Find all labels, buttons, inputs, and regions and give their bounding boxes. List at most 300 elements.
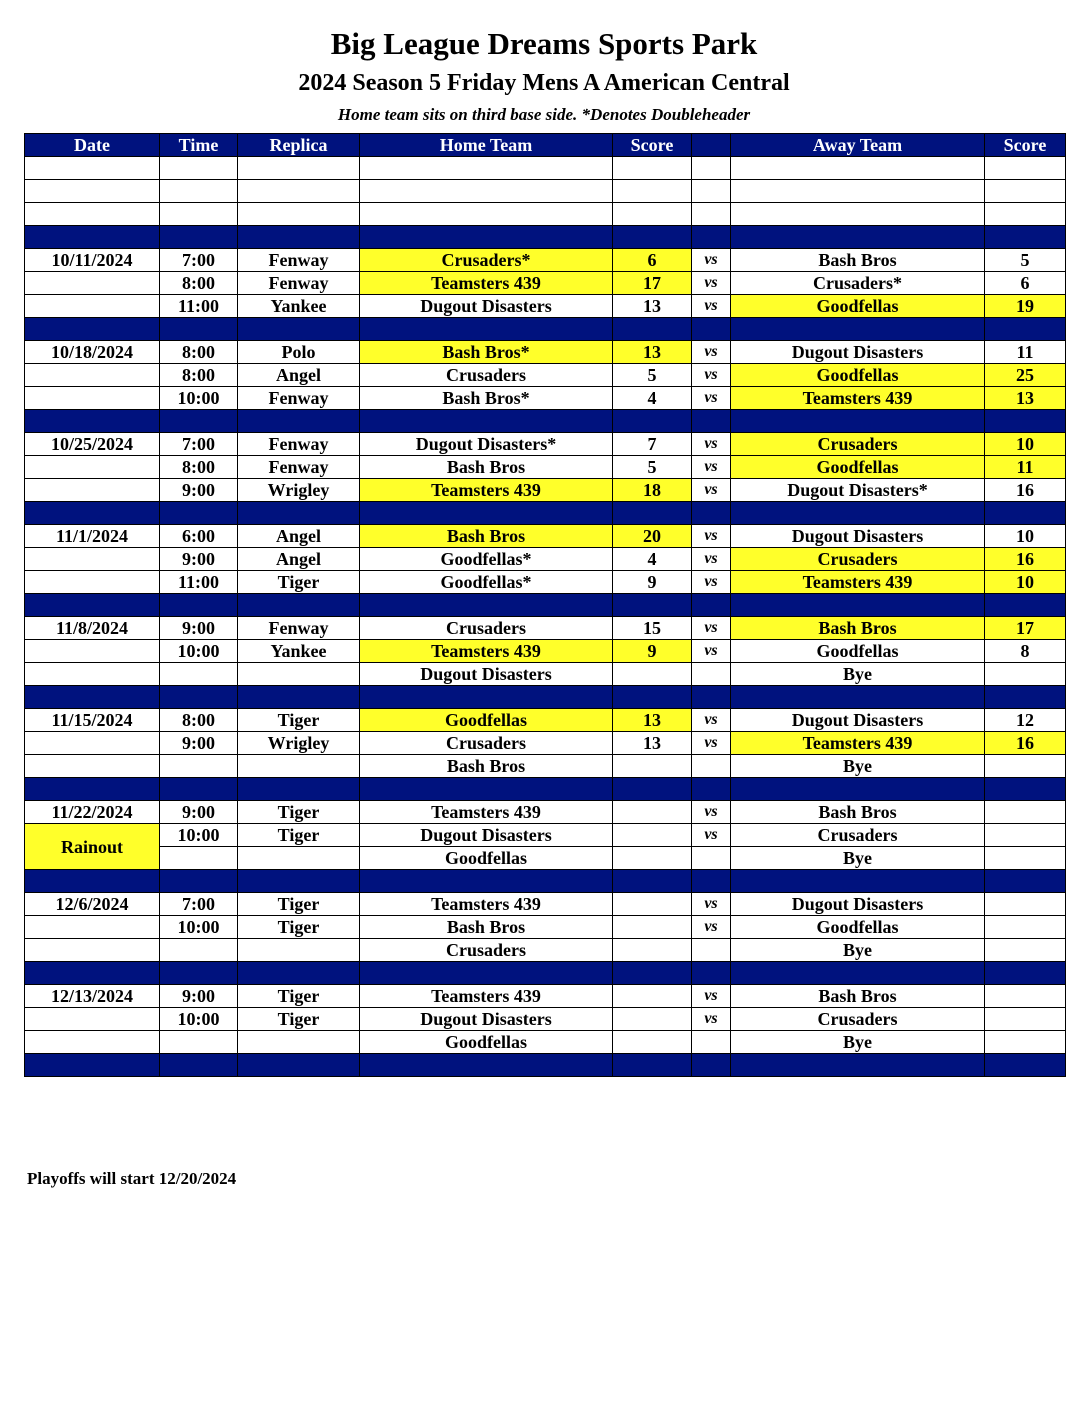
away-team-cell: Dugout Disasters xyxy=(731,525,985,548)
time-cell: 8:00 xyxy=(160,709,238,732)
separator-cell xyxy=(238,502,360,525)
home-score-cell: 15 xyxy=(613,617,692,640)
replica-cell: Fenway xyxy=(238,249,360,272)
week-separator-row xyxy=(25,962,1066,985)
game-row xyxy=(25,893,1066,916)
away-team-cell: Bash Bros xyxy=(731,985,985,1008)
playoffs-note: Playoffs will start 12/20/2024 xyxy=(27,1169,237,1188)
home-team-cell: Goodfellas xyxy=(360,1031,613,1054)
empty-row xyxy=(25,180,1066,203)
away-score-cell xyxy=(985,801,1066,824)
home-team-cell: Teamsters 439 xyxy=(360,640,613,663)
away-team-cell: Bash Bros xyxy=(731,801,985,824)
separator-cell xyxy=(985,1054,1066,1077)
separator-cell xyxy=(360,870,613,893)
date-cell xyxy=(25,571,160,594)
home-team-cell: Crusaders xyxy=(360,617,613,640)
away-team-cell: Bye xyxy=(731,939,985,962)
away-score-cell: 13 xyxy=(985,387,1066,410)
separator-cell xyxy=(731,870,985,893)
time-cell: 11:00 xyxy=(160,571,238,594)
time-cell: 6:00 xyxy=(160,525,238,548)
vs-cell: vs xyxy=(692,893,731,916)
date-cell xyxy=(25,732,160,755)
separator-cell xyxy=(613,870,692,893)
empty-cell xyxy=(985,157,1066,180)
date-cell: 11/22/2024 xyxy=(25,801,160,824)
vs-cell: vs xyxy=(692,824,731,847)
replica-cell: Angel xyxy=(238,548,360,571)
home-team-cell: Dugout Disasters xyxy=(360,295,613,318)
week-separator-row xyxy=(25,502,1066,525)
separator-cell xyxy=(25,686,160,709)
separator-cell xyxy=(731,962,985,985)
time-cell: 8:00 xyxy=(160,364,238,387)
time-cell: 11:00 xyxy=(160,295,238,318)
away-team-cell: Goodfellas xyxy=(731,364,985,387)
replica-cell: Tiger xyxy=(238,985,360,1008)
separator-cell xyxy=(238,318,360,341)
separator-cell xyxy=(25,1054,160,1077)
separator-cell xyxy=(613,778,692,801)
week-separator-row xyxy=(25,318,1066,341)
replica-cell: Fenway xyxy=(238,387,360,410)
away-team-cell: Teamsters 439 xyxy=(731,387,985,410)
home-score-cell: 9 xyxy=(613,640,692,663)
date-cell xyxy=(25,939,160,962)
home-score-cell xyxy=(613,663,692,686)
home-team-cell: Crusaders* xyxy=(360,249,613,272)
date-cell xyxy=(25,1031,160,1054)
home-team-cell: Teamsters 439 xyxy=(360,893,613,916)
home-score-cell xyxy=(613,755,692,778)
home-score-cell: 7 xyxy=(613,433,692,456)
time-cell: 9:00 xyxy=(160,801,238,824)
vs-cell: vs xyxy=(692,916,731,939)
replica-cell: Tiger xyxy=(238,1008,360,1031)
separator-cell xyxy=(985,410,1066,433)
date-cell: 10/18/2024 xyxy=(25,341,160,364)
vs-cell: vs xyxy=(692,479,731,502)
time-cell: 9:00 xyxy=(160,985,238,1008)
time-cell: 10:00 xyxy=(160,1008,238,1031)
away-team-cell: Bye xyxy=(731,755,985,778)
replica-cell: Polo xyxy=(238,341,360,364)
away-score-cell: 11 xyxy=(985,341,1066,364)
replica-cell: Wrigley xyxy=(238,732,360,755)
away-score-cell xyxy=(985,939,1066,962)
away-score-cell: 16 xyxy=(985,548,1066,571)
home-team-cell: Dugout Disasters xyxy=(360,824,613,847)
separator-cell xyxy=(25,962,160,985)
game-row xyxy=(25,640,1066,663)
time-cell: 9:00 xyxy=(160,617,238,640)
empty-cell xyxy=(360,157,613,180)
empty-cell xyxy=(692,203,731,226)
away-score-cell: 17 xyxy=(985,617,1066,640)
game-row xyxy=(25,387,1066,410)
separator-cell xyxy=(613,318,692,341)
home-team-cell: Bash Bros xyxy=(360,456,613,479)
replica-cell: Angel xyxy=(238,364,360,387)
time-cell xyxy=(160,847,238,870)
separator-cell xyxy=(360,778,613,801)
vs-cell: vs xyxy=(692,456,731,479)
away-score-cell: 16 xyxy=(985,479,1066,502)
home-score-cell: 4 xyxy=(613,548,692,571)
game-row xyxy=(25,1008,1066,1031)
schedule-note: Home team sits on third base side. *Denotes Doubleheader xyxy=(337,105,751,124)
empty-cell xyxy=(160,203,238,226)
empty-row xyxy=(25,157,1066,180)
replica-cell xyxy=(238,939,360,962)
away-team-cell: Teamsters 439 xyxy=(731,732,985,755)
week-separator-row xyxy=(25,778,1066,801)
empty-cell xyxy=(160,157,238,180)
date-cell: 10/11/2024 xyxy=(25,249,160,272)
separator-cell xyxy=(160,870,238,893)
away-team-cell: Crusaders xyxy=(731,1008,985,1031)
game-row xyxy=(25,847,1066,870)
empty-cell xyxy=(692,157,731,180)
col-time: Time xyxy=(160,134,238,157)
week-separator-row xyxy=(25,594,1066,617)
home-score-cell: 5 xyxy=(613,364,692,387)
replica-cell xyxy=(238,663,360,686)
game-row xyxy=(25,249,1066,272)
home-team-cell: Teamsters 439 xyxy=(360,801,613,824)
separator-cell xyxy=(731,1054,985,1077)
separator-cell xyxy=(25,226,160,249)
separator-cell xyxy=(25,410,160,433)
game-row xyxy=(25,525,1066,548)
time-cell: 9:00 xyxy=(160,732,238,755)
away-score-cell xyxy=(985,847,1066,870)
vs-cell xyxy=(692,939,731,962)
separator-cell xyxy=(160,502,238,525)
away-score-cell: 10 xyxy=(985,571,1066,594)
away-score-cell: 10 xyxy=(985,433,1066,456)
separator-cell xyxy=(238,1054,360,1077)
time-cell: 8:00 xyxy=(160,341,238,364)
separator-cell xyxy=(692,778,731,801)
away-score-cell: 19 xyxy=(985,295,1066,318)
week-separator-row xyxy=(25,226,1066,249)
home-team-cell: Goodfellas xyxy=(360,709,613,732)
vs-cell xyxy=(692,755,731,778)
separator-cell xyxy=(360,594,613,617)
home-team-cell: Teamsters 439 xyxy=(360,479,613,502)
week-separator-row xyxy=(25,870,1066,893)
home-team-cell: Bash Bros* xyxy=(360,341,613,364)
date-cell xyxy=(25,916,160,939)
separator-cell xyxy=(692,594,731,617)
separator-cell xyxy=(692,962,731,985)
date-cell: 11/1/2024 xyxy=(25,525,160,548)
away-score-cell: 8 xyxy=(985,640,1066,663)
away-team-cell: Bye xyxy=(731,1031,985,1054)
replica-cell: Tiger xyxy=(238,916,360,939)
date-cell: 11/15/2024 xyxy=(25,709,160,732)
game-row xyxy=(25,479,1066,502)
week-separator-row xyxy=(25,1054,1066,1077)
separator-cell xyxy=(985,226,1066,249)
date-cell xyxy=(25,663,160,686)
away-score-cell: 6 xyxy=(985,272,1066,295)
empty-cell xyxy=(25,203,160,226)
separator-cell xyxy=(731,778,985,801)
vs-cell xyxy=(692,663,731,686)
date-cell xyxy=(25,456,160,479)
date-cell xyxy=(25,755,160,778)
date-cell: 12/6/2024 xyxy=(25,893,160,916)
time-cell: 7:00 xyxy=(160,433,238,456)
separator-cell xyxy=(613,502,692,525)
date-cell: 12/13/2024 xyxy=(25,985,160,1008)
separator-cell xyxy=(985,502,1066,525)
col-away-score: Score xyxy=(985,134,1066,157)
home-team-cell: Goodfellas* xyxy=(360,548,613,571)
away-score-cell xyxy=(985,893,1066,916)
away-score-cell: 11 xyxy=(985,456,1066,479)
separator-cell xyxy=(160,778,238,801)
home-score-cell xyxy=(613,1031,692,1054)
game-row xyxy=(25,548,1066,571)
home-team-cell: Dugout Disasters xyxy=(360,1008,613,1031)
home-score-cell: 18 xyxy=(613,479,692,502)
vs-cell: vs xyxy=(692,801,731,824)
date-cell: 11/8/2024 xyxy=(25,617,160,640)
vs-cell: vs xyxy=(692,732,731,755)
separator-cell xyxy=(985,318,1066,341)
away-team-cell: Dugout Disasters xyxy=(731,341,985,364)
replica-cell: Tiger xyxy=(238,709,360,732)
home-team-cell: Bash Bros xyxy=(360,525,613,548)
away-team-cell: Dugout Disasters xyxy=(731,893,985,916)
separator-cell xyxy=(360,410,613,433)
game-row xyxy=(25,617,1066,640)
separator-cell xyxy=(985,594,1066,617)
game-row xyxy=(25,364,1066,387)
separator-cell xyxy=(731,502,985,525)
replica-cell: Tiger xyxy=(238,801,360,824)
time-cell xyxy=(160,939,238,962)
empty-cell xyxy=(731,180,985,203)
separator-cell xyxy=(25,502,160,525)
empty-cell xyxy=(692,180,731,203)
game-row xyxy=(25,341,1066,364)
vs-cell: vs xyxy=(692,985,731,1008)
separator-cell xyxy=(238,410,360,433)
date-cell xyxy=(25,387,160,410)
game-row xyxy=(25,1031,1066,1054)
home-team-cell: Bash Bros xyxy=(360,916,613,939)
home-team-cell: Bash Bros xyxy=(360,755,613,778)
separator-cell xyxy=(160,1054,238,1077)
empty-cell xyxy=(160,180,238,203)
away-score-cell xyxy=(985,916,1066,939)
home-score-cell xyxy=(613,893,692,916)
home-score-cell xyxy=(613,916,692,939)
replica-cell: Tiger xyxy=(238,893,360,916)
separator-cell xyxy=(692,686,731,709)
home-score-cell: 17 xyxy=(613,272,692,295)
away-team-cell: Bash Bros xyxy=(731,617,985,640)
vs-cell: vs xyxy=(692,571,731,594)
schedule-body xyxy=(25,157,1066,1077)
away-score-cell xyxy=(985,1031,1066,1054)
away-team-cell: Bye xyxy=(731,847,985,870)
away-score-cell: 5 xyxy=(985,249,1066,272)
separator-cell xyxy=(731,686,985,709)
away-team-cell: Goodfellas xyxy=(731,295,985,318)
date-cell xyxy=(25,272,160,295)
game-row xyxy=(25,709,1066,732)
away-score-cell: 12 xyxy=(985,709,1066,732)
away-team-cell: Goodfellas xyxy=(731,640,985,663)
date-cell xyxy=(25,640,160,663)
time-cell xyxy=(160,1031,238,1054)
separator-cell xyxy=(160,410,238,433)
separator-cell xyxy=(613,962,692,985)
separator-cell xyxy=(160,318,238,341)
week-separator-row xyxy=(25,410,1066,433)
separator-cell xyxy=(613,594,692,617)
game-row xyxy=(25,456,1066,479)
time-cell: 10:00 xyxy=(160,387,238,410)
separator-cell xyxy=(692,502,731,525)
separator-cell xyxy=(985,686,1066,709)
replica-cell: Fenway xyxy=(238,617,360,640)
separator-cell xyxy=(238,778,360,801)
time-cell: 10:00 xyxy=(160,916,238,939)
game-row xyxy=(25,755,1066,778)
empty-cell xyxy=(238,180,360,203)
empty-cell xyxy=(25,157,160,180)
replica-cell xyxy=(238,1031,360,1054)
time-cell: 10:00 xyxy=(160,640,238,663)
time-cell: 9:00 xyxy=(160,479,238,502)
page-subtitle: 2024 Season 5 Friday Mens A American Central xyxy=(298,70,790,96)
home-team-cell: Teamsters 439 xyxy=(360,985,613,1008)
game-row xyxy=(25,571,1066,594)
away-score-cell xyxy=(985,1008,1066,1031)
replica-cell: Angel xyxy=(238,525,360,548)
replica-cell: Wrigley xyxy=(238,479,360,502)
empty-cell xyxy=(613,203,692,226)
separator-cell xyxy=(160,686,238,709)
separator-cell xyxy=(25,870,160,893)
col-home-score: Score xyxy=(613,134,692,157)
separator-cell xyxy=(692,318,731,341)
home-score-cell: 20 xyxy=(613,525,692,548)
home-score-cell: 13 xyxy=(613,295,692,318)
home-score-cell xyxy=(613,1008,692,1031)
time-cell xyxy=(160,755,238,778)
home-score-cell: 5 xyxy=(613,456,692,479)
away-team-cell: Dugout Disasters* xyxy=(731,479,985,502)
game-row xyxy=(25,433,1066,456)
date-cell xyxy=(25,479,160,502)
replica-cell xyxy=(238,847,360,870)
time-cell: 9:00 xyxy=(160,548,238,571)
away-team-cell: Crusaders xyxy=(731,548,985,571)
vs-cell xyxy=(692,847,731,870)
vs-cell: vs xyxy=(692,341,731,364)
separator-cell xyxy=(238,870,360,893)
away-team-cell: Bye xyxy=(731,663,985,686)
home-team-cell: Crusaders xyxy=(360,732,613,755)
game-row xyxy=(25,663,1066,686)
date-cell: 10/25/2024 xyxy=(25,433,160,456)
separator-cell xyxy=(731,226,985,249)
vs-cell: vs xyxy=(692,272,731,295)
header-row xyxy=(25,134,1066,157)
home-score-cell: 13 xyxy=(613,341,692,364)
separator-cell xyxy=(25,594,160,617)
game-row xyxy=(25,824,1066,847)
date-cell xyxy=(25,295,160,318)
away-score-cell xyxy=(985,824,1066,847)
away-score-cell xyxy=(985,755,1066,778)
empty-cell xyxy=(613,180,692,203)
vs-cell: vs xyxy=(692,548,731,571)
vs-cell: vs xyxy=(692,640,731,663)
vs-cell: vs xyxy=(692,433,731,456)
home-score-cell: 9 xyxy=(613,571,692,594)
separator-cell xyxy=(692,870,731,893)
separator-cell xyxy=(613,226,692,249)
replica-cell xyxy=(238,755,360,778)
empty-cell xyxy=(613,157,692,180)
separator-cell xyxy=(692,226,731,249)
game-row xyxy=(25,295,1066,318)
home-score-cell: 6 xyxy=(613,249,692,272)
home-score-cell xyxy=(613,985,692,1008)
separator-cell xyxy=(360,318,613,341)
vs-cell: vs xyxy=(692,525,731,548)
empty-cell xyxy=(25,180,160,203)
date-cell xyxy=(25,548,160,571)
vs-cell: vs xyxy=(692,387,731,410)
game-row xyxy=(25,985,1066,1008)
col-replica: Replica xyxy=(238,134,360,157)
col-date: Date xyxy=(25,134,160,157)
home-score-cell: 4 xyxy=(613,387,692,410)
separator-cell xyxy=(360,1054,613,1077)
home-score-cell xyxy=(613,801,692,824)
separator-cell xyxy=(985,962,1066,985)
separator-cell xyxy=(160,226,238,249)
replica-cell: Fenway xyxy=(238,272,360,295)
schedule-table xyxy=(24,133,1066,1077)
empty-row xyxy=(25,203,1066,226)
vs-cell: vs xyxy=(692,295,731,318)
separator-cell xyxy=(360,686,613,709)
vs-cell: vs xyxy=(692,249,731,272)
col-home-team: Home Team xyxy=(360,134,613,157)
separator-cell xyxy=(360,502,613,525)
date-cell xyxy=(25,1008,160,1031)
away-team-cell: Bash Bros xyxy=(731,249,985,272)
separator-cell xyxy=(238,962,360,985)
empty-cell xyxy=(985,180,1066,203)
replica-cell: Yankee xyxy=(238,295,360,318)
replica-cell: Fenway xyxy=(238,433,360,456)
rainout-badge: Rainout xyxy=(25,824,160,870)
week-separator-row xyxy=(25,686,1066,709)
home-score-cell: 13 xyxy=(613,709,692,732)
